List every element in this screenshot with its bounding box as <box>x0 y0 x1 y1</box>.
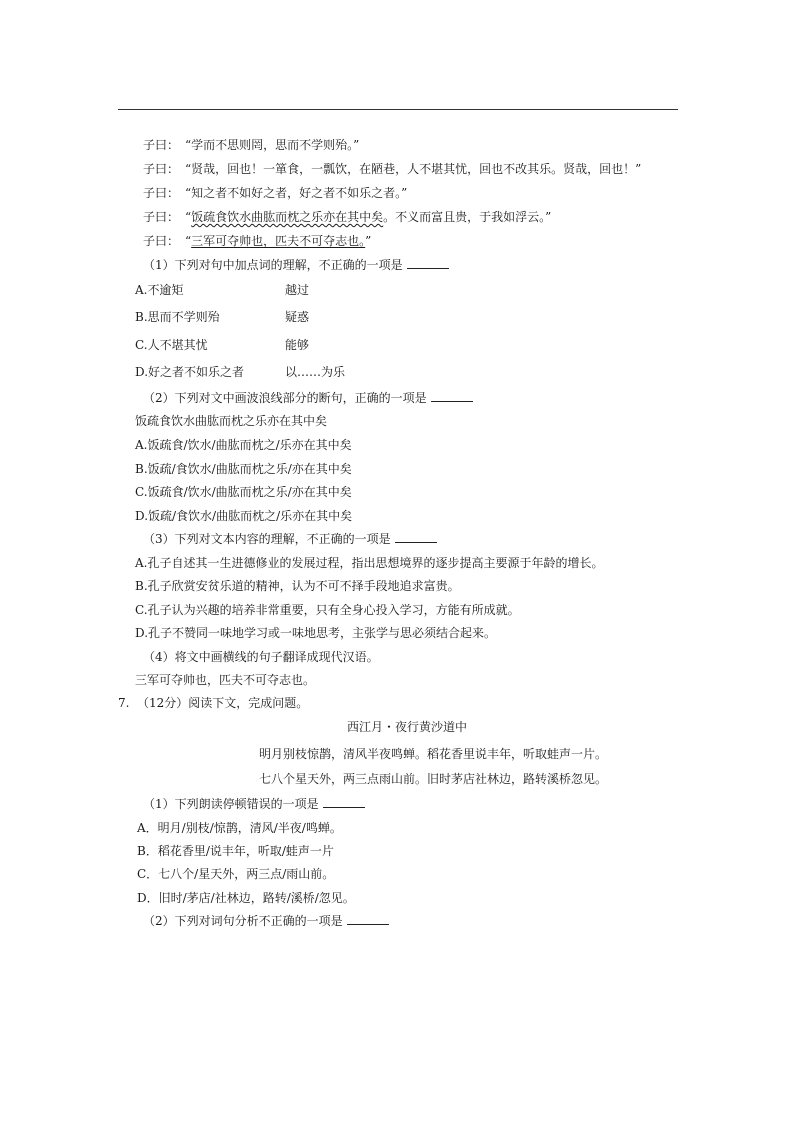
q1-stem: （1）下列对句中加点词的理解，不正确的一项是 <box>143 257 449 273</box>
option-meaning: 以……为乐 <box>285 365 346 379</box>
speaker-prefix: 子曰： <box>143 186 180 200</box>
q7-sub1-option-b: B．稻花香里/说丰年，听取/蛙声一片 <box>137 844 334 858</box>
passage-line-2 <box>143 161 641 177</box>
underlined-sentence: 三军可夺帅也，匹夫不可夺志也。 <box>191 234 366 248</box>
answer-blank[interactable] <box>323 797 365 808</box>
q1-option-d: D.好之者不如乐之者 以……为乐 <box>135 365 346 379</box>
quote-text: “知之者不如好之者，好之者不如乐之者。” <box>185 186 408 200</box>
speaker-prefix: 子曰： <box>143 234 180 248</box>
passage-line-5 <box>143 233 371 249</box>
passage-line-3 <box>143 185 407 201</box>
q2-option-d: D.饭疏/食饮水/曲肱而枕之/乐亦在其中矣 <box>135 509 353 523</box>
q7-sub1-option-c: C．七八个/星天外，两三点/雨山前。 <box>137 867 335 881</box>
q4-sentence: 三军可夺帅也，匹夫不可夺志也。 <box>135 673 316 687</box>
q2-option-b: B.饭疏/食饮水/曲肱而枕之乐/亦在其中矣 <box>135 462 352 476</box>
answer-blank[interactable] <box>431 391 473 402</box>
q7-intro: （12分）阅读下文，完成问题。 <box>137 696 309 710</box>
speaker-prefix: 子曰： <box>143 138 180 152</box>
answer-blank[interactable] <box>347 914 389 925</box>
quote-open: “ <box>185 210 192 224</box>
poem-line-1: 明月别枝惊鹊，清风半夜鸣蝉。稻花香里说丰年，听取蛙声一片。 <box>259 747 608 761</box>
q3-option-d: D.孔子不赞同一味地学习或一味地思考，主张学与思必须结合起来。 <box>135 626 497 640</box>
quote-text: “贤哉，回也！一箪食，一瓢饮，在陋巷，人不堪其忧，回也不改其乐。贤哉，回也！” <box>185 162 642 176</box>
poem-line-2: 七八个星天外，两三点雨山前。旧时茅店社林边，路转溪桥忽见。 <box>259 772 608 786</box>
q4-stem: （4）将文中画横线的句子翻译成现代汉语。 <box>143 650 379 664</box>
option-meaning: 越过 <box>285 283 310 297</box>
q1-option-c: C.人不堪其忧 能够 <box>135 338 310 352</box>
wavy-underlined-sentence: 饭疏食饮水曲肱而枕之乐亦在其中矣 <box>191 210 384 224</box>
q7-sub1-option-a: A．明月/别枝/惊鹊，清风/半夜/鸣蝉。 <box>137 821 342 835</box>
quote-close: ” <box>365 234 372 248</box>
q3-stem: （3）下列对文本内容的理解，不正确的一项是 <box>143 531 437 547</box>
q7-sub1-option-d: D．旧时/茅店/社林边，路转/溪桥/忽见。 <box>137 891 355 905</box>
passage-line-4 <box>143 209 551 225</box>
q1-option-b: B.思而不学则殆 疑惑 <box>135 310 310 324</box>
q3-option-b: B.孔子欣赏安贫乐道的精神，认为不可不择手段地追求富贵。 <box>135 579 460 593</box>
option-meaning: 疑惑 <box>285 310 310 324</box>
quote-rest: 。不义而富且贵，于我如浮云。” <box>383 210 552 224</box>
speaker-prefix: 子曰： <box>143 210 180 224</box>
quote-open: “ <box>185 234 192 248</box>
q3-option-a: A.孔子自述其一生进德修业的发展过程，指出思想境界的逐步提高主要源于年龄的增长。 <box>135 556 604 570</box>
passage-line-1 <box>143 137 359 153</box>
option-meaning: 能够 <box>285 338 310 352</box>
quote-text: “学而不思则罔，思而不学则殆。” <box>185 138 360 152</box>
q2-stem: （2）下列对文中画波浪线部分的断句，正确的一项是 <box>143 390 473 406</box>
header-rule <box>118 109 678 110</box>
answer-blank[interactable] <box>395 532 437 543</box>
speaker-prefix: 子曰： <box>143 162 180 176</box>
answer-blank[interactable] <box>407 258 449 269</box>
q3-option-c: C.孔子认为兴趣的培养非常重要，只有全身心投入学习，方能有所成就。 <box>135 603 520 617</box>
q7-sub1-stem: （1）下列朗读停顿错误的一项是 <box>143 796 365 812</box>
q1-option-a: A.不逾矩 越过 <box>135 283 310 297</box>
poem-title: 西江月・夜行黄沙道中 <box>347 720 468 734</box>
q2-option-c: C.饭疏食/饮水/曲肱而枕之乐/亦在其中矣 <box>135 485 352 499</box>
q2-sentence: 饭疏食饮水曲肱而枕之乐亦在其中矣 <box>135 414 328 428</box>
question-number: 7. <box>118 696 130 710</box>
q2-option-a: A.饭疏食/饮水/曲肱而枕之/乐亦在其中矣 <box>135 438 352 452</box>
q7-sub2-stem: （2）下列对词句分析不正确的一项是 <box>143 913 389 929</box>
